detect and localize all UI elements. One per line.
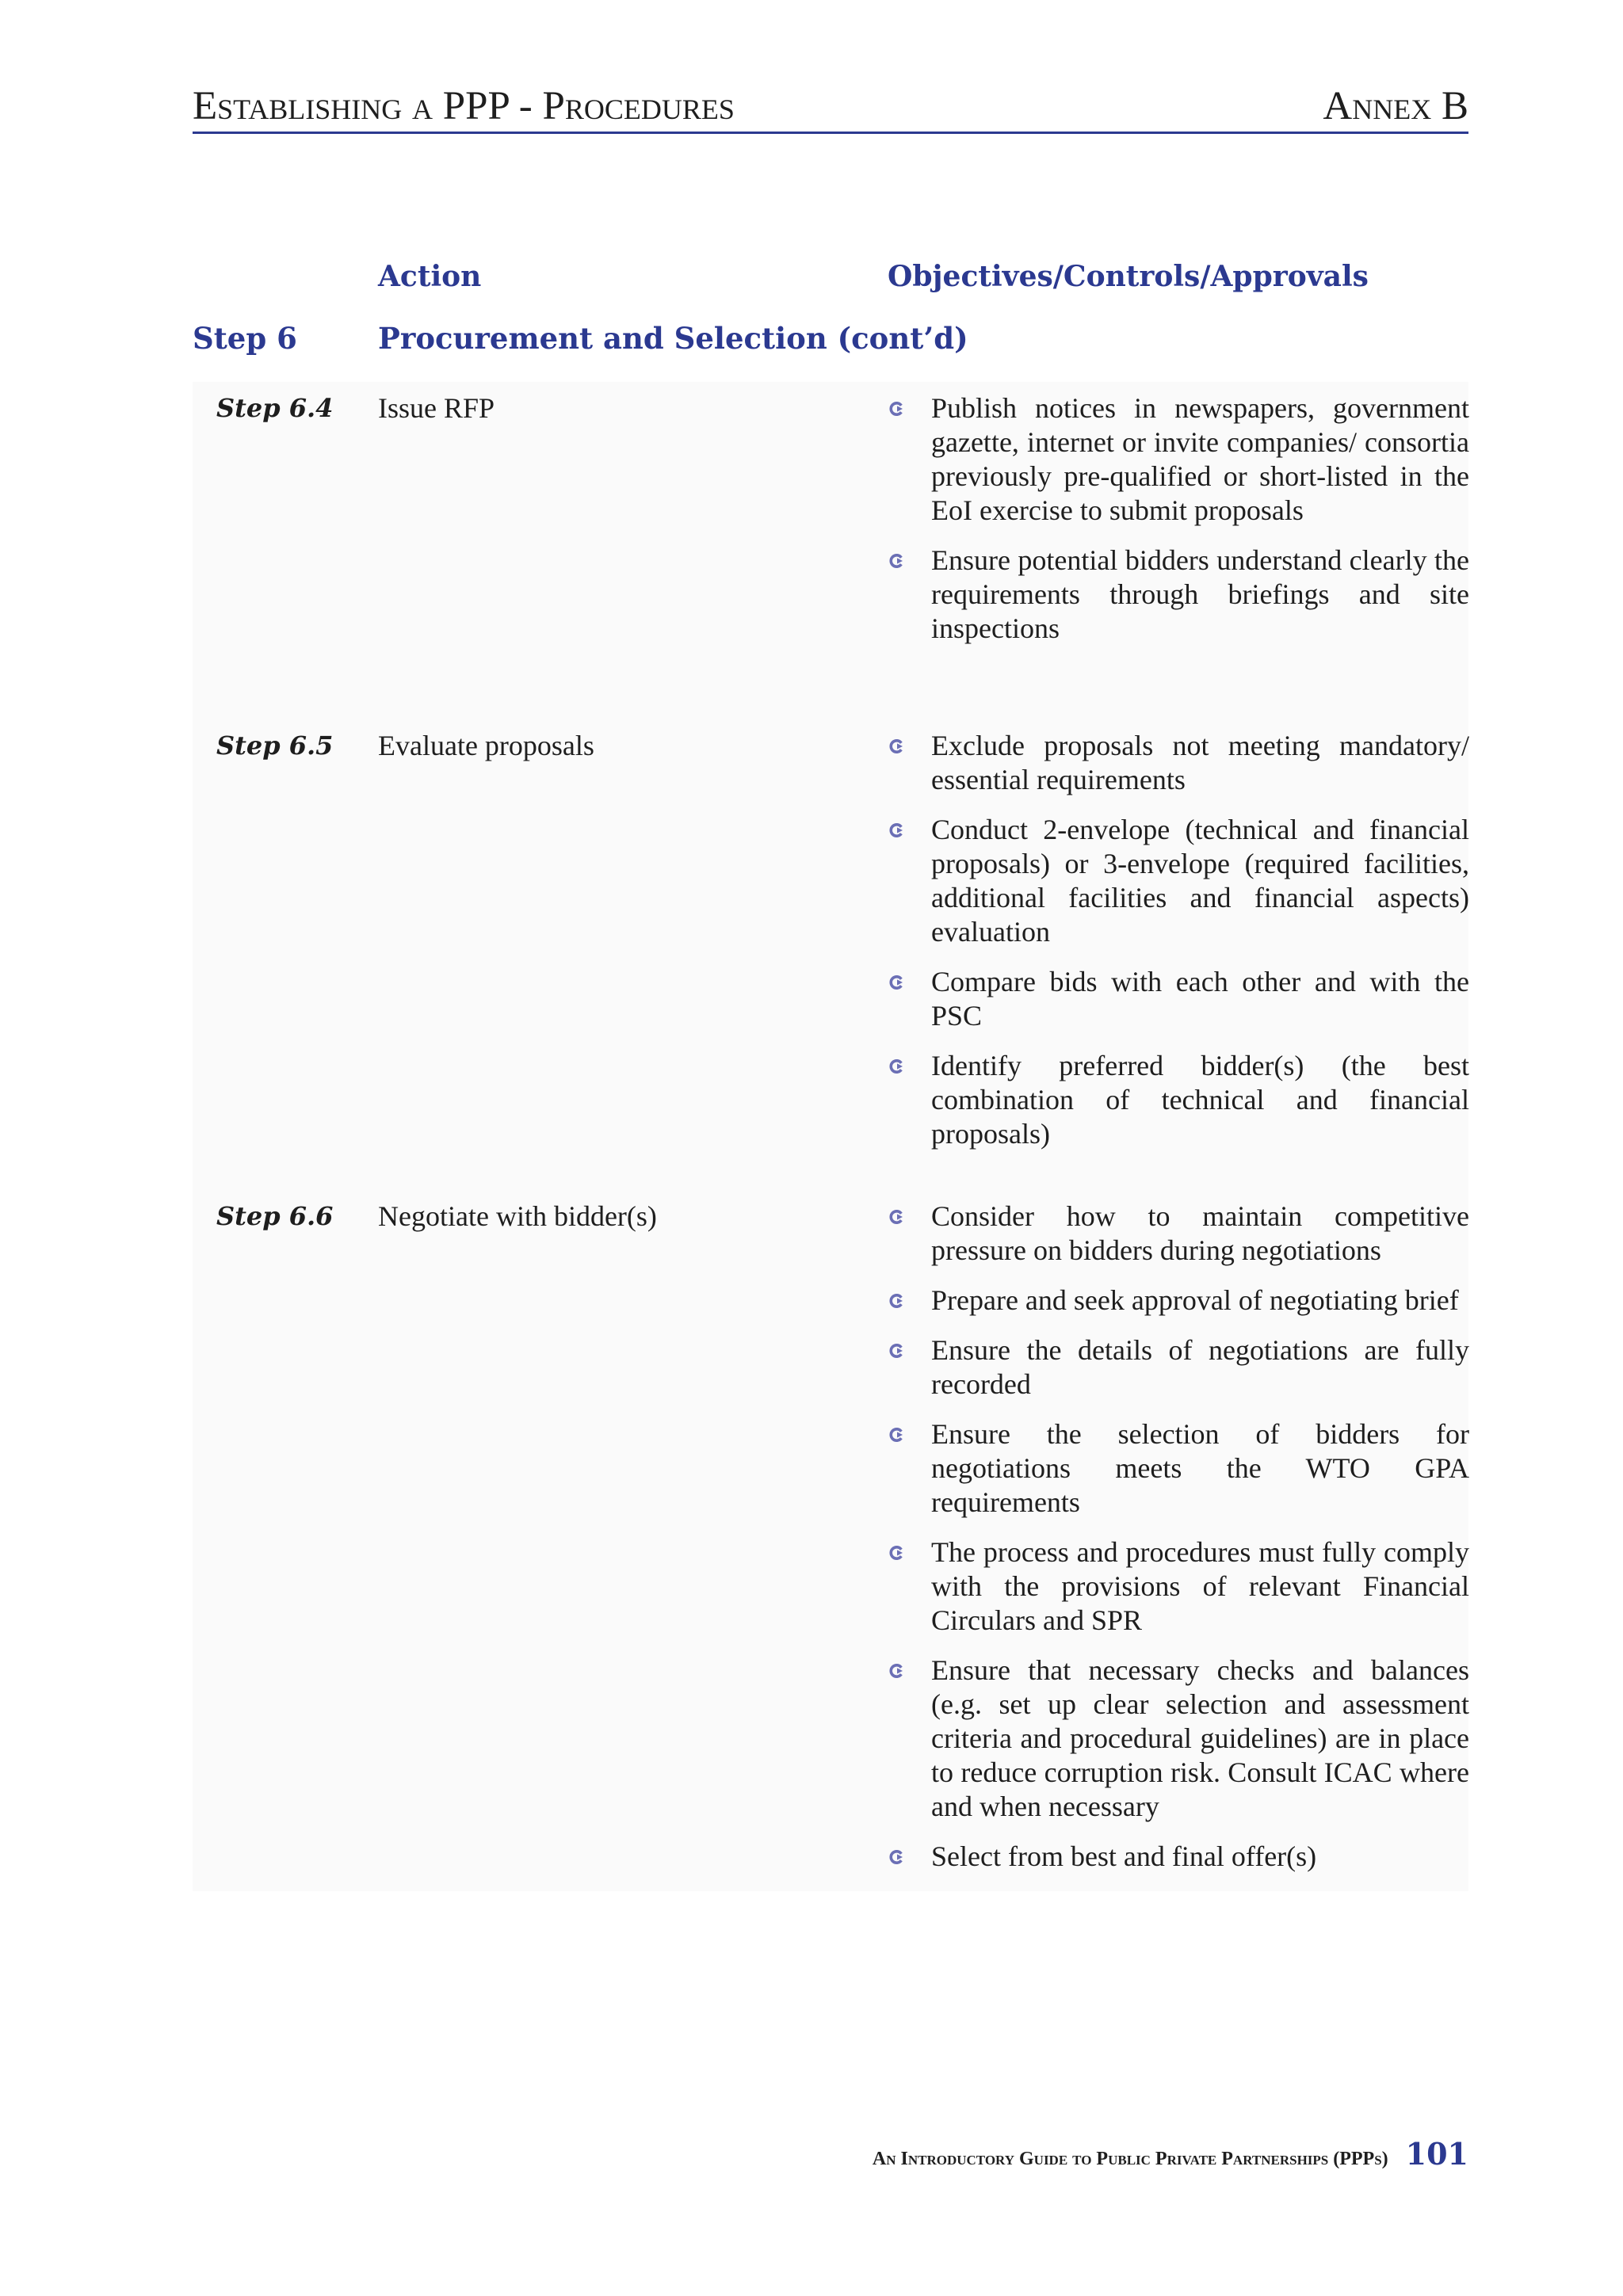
objectives-list bbox=[886, 391, 1469, 662]
arrow-circle-icon bbox=[886, 1333, 910, 1367]
objective-item bbox=[886, 965, 1469, 1033]
substep-label: Step 6.6 bbox=[216, 1201, 334, 1231]
document-title: Establishing a PPP - Procedures bbox=[193, 84, 735, 128]
objective-item bbox=[886, 1535, 1469, 1638]
objective-text: Publish notices in newspapers, government gazette, internet or invite companies/ consortia previously pre-qualified or short-listed in the EoI exercise to submit proposals bbox=[931, 392, 1469, 526]
arrow-circle-icon bbox=[886, 965, 910, 999]
objectives-column-heading: Objectives/Controls/Approvals bbox=[888, 260, 1369, 293]
objective-item bbox=[886, 813, 1469, 949]
objective-item bbox=[886, 1417, 1469, 1520]
arrow-circle-icon bbox=[886, 1417, 910, 1451]
objective-item bbox=[886, 1840, 1469, 1874]
objective-item bbox=[886, 1049, 1469, 1151]
page-footer bbox=[873, 2136, 1468, 2172]
objective-item bbox=[886, 1199, 1469, 1268]
objective-text: Conduct 2-envelope (technical and financial proposals) or 3-envelope (required facilities, additional facilities and financial aspects) evaluation bbox=[931, 814, 1469, 948]
arrow-circle-icon bbox=[886, 1653, 910, 1688]
arrow-circle-icon bbox=[886, 543, 910, 578]
arrow-circle-icon bbox=[886, 813, 910, 847]
objective-text: Identify preferred bidder(s) (the best combination of technical and financial proposals) bbox=[931, 1050, 1469, 1150]
objective-text: Exclude proposals not meeting mandatory/ essential requirements bbox=[931, 730, 1469, 795]
objective-item bbox=[886, 1333, 1469, 1402]
objective-text: Ensure that necessary checks and balances (e.g. set up clear selection and assessment criteria and procedural guidelines) are in place to reduce corruption risk. Consult ICAC where and when necessary bbox=[931, 1654, 1469, 1822]
arrow-circle-icon bbox=[886, 1840, 910, 1874]
objective-text: Compare bids with each other and with the PSC bbox=[931, 966, 1469, 1032]
step-title: Procurement and Selection (cont’d) bbox=[378, 321, 968, 356]
objective-item bbox=[886, 729, 1469, 797]
objective-text: Ensure the selection of bidders for negotiations meets the WTO GPA requirements bbox=[931, 1418, 1469, 1518]
substep-label: Step 6.4 bbox=[216, 393, 334, 423]
annex-label: Annex B bbox=[1323, 84, 1468, 128]
arrow-circle-icon bbox=[886, 1535, 910, 1569]
substep-action: Evaluate proposals bbox=[378, 730, 594, 761]
arrow-circle-icon bbox=[886, 1283, 910, 1318]
objective-text: The process and procedures must fully comply with the provisions of relevant Financial Circulars and SPR bbox=[931, 1536, 1469, 1636]
arrow-circle-icon bbox=[886, 1199, 910, 1234]
footer-title: An Introductory Guide to Public Private Partnerships (PPPs) bbox=[872, 2149, 1388, 2169]
page-number: 101 bbox=[1405, 2136, 1468, 2172]
action-column-heading: Action bbox=[378, 260, 482, 293]
substep-label: Step 6.5 bbox=[216, 730, 334, 761]
objective-item bbox=[886, 543, 1469, 646]
arrow-circle-icon bbox=[886, 391, 910, 425]
objective-text: Prepare and seek approval of negotiating brief bbox=[931, 1284, 1459, 1316]
substep-action: Issue RFP bbox=[378, 392, 495, 424]
step-label: Step 6 bbox=[193, 321, 297, 356]
objectives-list bbox=[886, 1199, 1469, 1890]
substep-action: Negotiate with bidder(s) bbox=[378, 1200, 657, 1232]
arrow-circle-icon bbox=[886, 729, 910, 763]
objective-item bbox=[886, 391, 1469, 528]
objective-text: Ensure the details of negotiations are fully recorded bbox=[931, 1334, 1469, 1400]
objective-text: Ensure potential bidders understand clearly the requirements through briefings and site inspections bbox=[931, 544, 1469, 644]
objective-item bbox=[886, 1283, 1469, 1318]
arrow-circle-icon bbox=[886, 1049, 910, 1083]
objective-text: Select from best and final offer(s) bbox=[931, 1840, 1317, 1872]
page-header bbox=[193, 79, 1468, 134]
objectives-list bbox=[886, 729, 1469, 1167]
objective-text: Consider how to maintain competitive pressure on bidders during negotiations bbox=[931, 1200, 1469, 1266]
objective-item bbox=[886, 1653, 1469, 1824]
